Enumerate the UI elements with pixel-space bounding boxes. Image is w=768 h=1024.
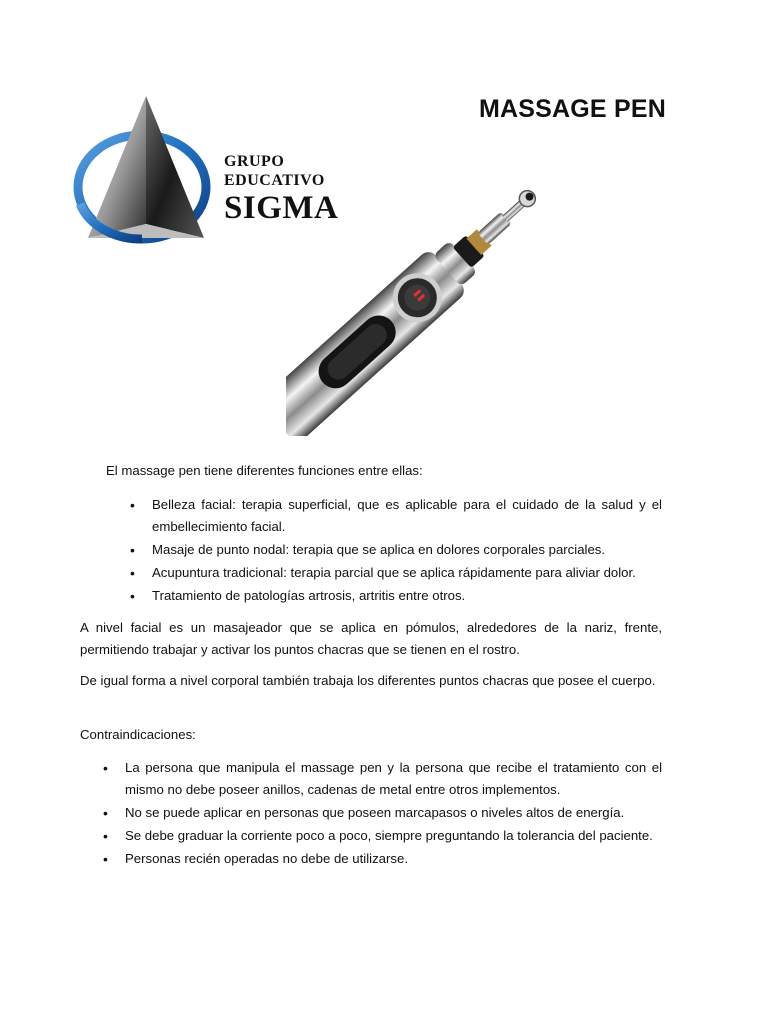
list-item-text: Tratamiento de patologías artrosis, artritis entre otros. xyxy=(152,588,466,603)
logo-line-educativo: EDUCATIVO xyxy=(224,172,325,189)
logo-line-sigma: SIGMA xyxy=(224,190,339,226)
list-item-text: Se debe graduar la corriente poco a poco, siempre preguntando la tolerancia del paciente. xyxy=(125,828,653,843)
list-item-text: Personas recién operadas no debe de utilizarse. xyxy=(125,851,408,866)
massage-pen-icon xyxy=(286,142,568,436)
bullet-icon: • xyxy=(130,565,135,581)
list-item xyxy=(103,825,662,847)
list-item-text: Acupuntura tradicional: terapia parcial que se aplica rápidamente para aliviar dolor. xyxy=(152,565,636,580)
functions-list xyxy=(130,494,662,608)
list-item-text: No se puede aplicar en personas que poseen marcapasos o niveles altos de energía. xyxy=(125,805,625,820)
bullet-icon: • xyxy=(103,828,108,844)
list-item-text: Masaje de punto nodal: terapia que se aplica en dolores corporales parciales. xyxy=(152,542,606,557)
pyramid-ring-icon xyxy=(72,92,222,252)
list-item xyxy=(130,539,662,561)
list-item-text: Belleza facial: terapia superficial, que es aplicable para el cuidado de la salud y el embellecimiento facial. xyxy=(152,497,662,534)
bullet-icon: • xyxy=(103,805,108,821)
bullet-icon: • xyxy=(130,588,135,604)
list-item xyxy=(103,848,662,870)
contraindications-list xyxy=(103,757,662,871)
logo-line-grupo: GRUPO xyxy=(224,153,285,170)
list-item xyxy=(130,585,662,607)
contraindications-heading: Contraindicaciones: xyxy=(80,727,196,742)
intro-text: El massage pen tiene diferentes funciones entre ellas: xyxy=(106,463,423,478)
paragraph-facial: A nivel facial es un masajeador que se aplica en pómulos, alrededores de la nariz, frente, permitiendo trabajar y activar los puntos chacras que se tienen en el rostro. xyxy=(80,620,662,657)
list-item xyxy=(103,757,662,801)
bullet-icon: • xyxy=(130,497,135,513)
bullet-icon: • xyxy=(103,760,108,776)
paragraph-corporal: De igual forma a nivel corporal también trabaja los diferentes puntos chacras que posee el cuerpo. xyxy=(80,673,656,688)
bullet-icon: • xyxy=(130,542,135,558)
list-item-text: La persona que manipula el massage pen y la persona que recibe el tratamiento con el mismo no debe poseer anillos, cadenas de metal entre otros implementos. xyxy=(125,760,662,797)
bullet-icon: • xyxy=(103,851,108,867)
document-title: MASSAGE PEN xyxy=(479,95,666,123)
list-item xyxy=(103,802,662,824)
list-item xyxy=(130,562,662,584)
list-item xyxy=(130,494,662,538)
massage-pen-image xyxy=(286,142,568,436)
